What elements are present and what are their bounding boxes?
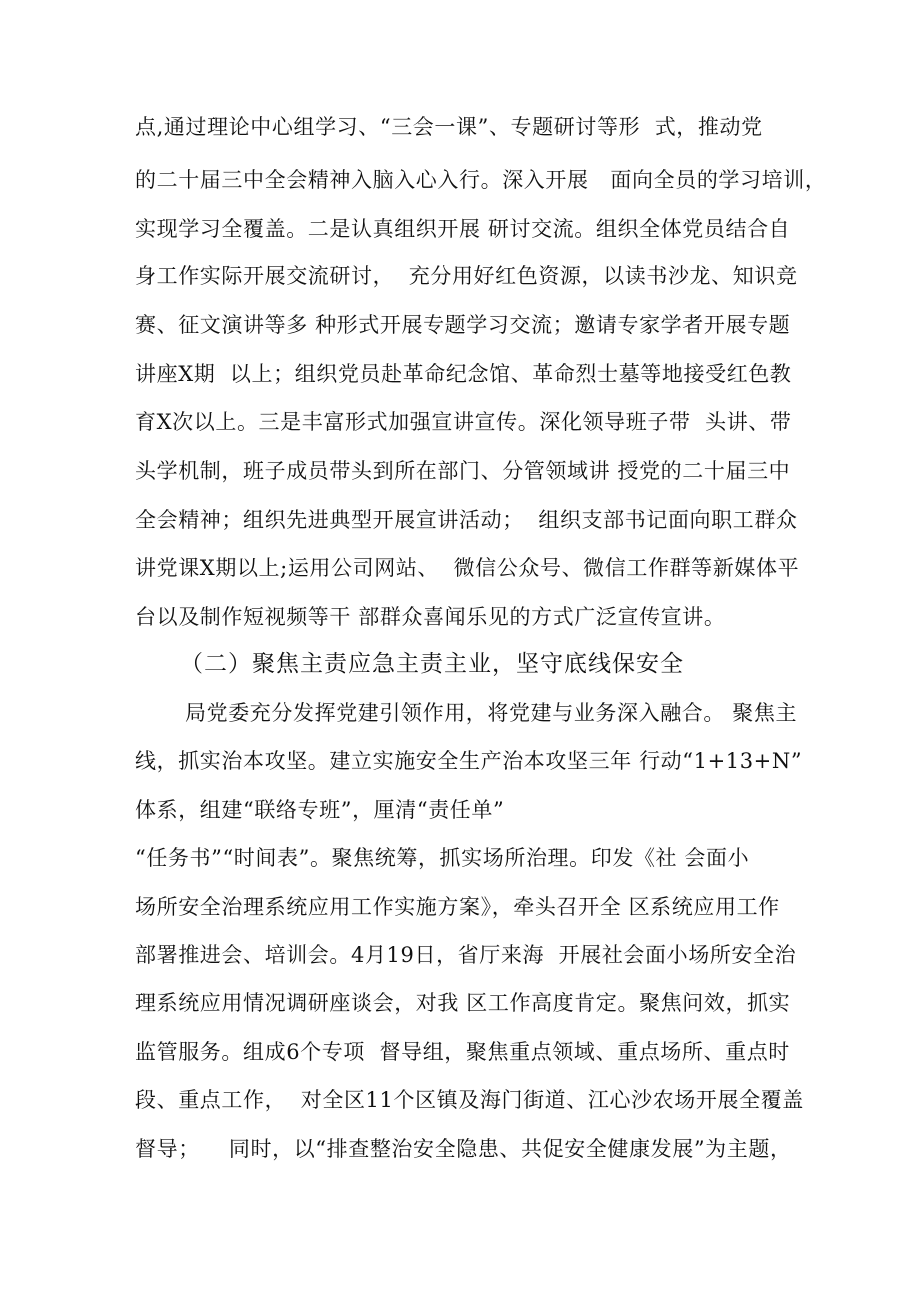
body-text-line: 线，抓实治本攻坚。建立实施安全生产治本攻坚三年 行动“1+13+N” [135, 749, 803, 773]
body-text-line: 点,通过理论中心组学习、“三会一课”、专题研讨等形 式，推动党 [135, 115, 763, 139]
body-text-line: 体系，组建“联络专班”，厘清“责任单” [135, 798, 505, 822]
body-text-line: 身工作实际开展交流研讨， 充分用好红色资源，以读书沙龙、知识竞 [135, 264, 798, 288]
body-text-line: 段、重点工作， 对全区11个区镇及海门街道、江心沙农场开展全覆盖 [135, 1088, 804, 1112]
body-text-line: 的二十届三中全会精神入脑入心入行。深入开展 面向全员的学习培训， [135, 168, 827, 192]
body-text-line: 理系统应用情况调研座谈会，对我 区工作高度肯定。聚焦问效，抓实 [135, 991, 791, 1015]
body-text-line: 全会精神；组织先进典型开展宣讲活动； 组织支部书记面向职工群众 [135, 508, 798, 532]
body-text-line: 头学机制，班子成员带头到所在部门、分管领域讲 授党的二十届三中 [135, 459, 791, 483]
body-text-line: 赛、征文演讲等多 种形式开展专题学习交流；邀请专家学者开展专题 [135, 313, 791, 337]
body-text-line: 实现学习全覆盖。二是认真组织开展 研讨交流。组织全体党员结合自 [135, 217, 791, 241]
body-text-line: 讲座X期 以上；组织党员赴革命纪念馆、革命烈士墓等地接受红色教 [135, 362, 792, 386]
body-text-line: 监管服务。组成6个专项 督导组，聚焦重点领域、重点场所、重点时 [135, 1040, 790, 1064]
body-text-line: 台以及制作短视频等干 部群众喜闻乐见的方式广泛宣传宣讲。 [135, 605, 726, 629]
body-text-line: 部署推进会、培训会。4月19日，省厅来海 开展社会面小场所安全治 [135, 943, 797, 967]
body-text-line: 场所安全治理系统应用工作实施方案》，牵头召开全 区系统应用工作 [135, 895, 780, 919]
body-text-line: “任务书”“时间表”。聚焦统筹，抓实场所治理。印发《社 会面小 [135, 846, 750, 870]
body-text-line: 督导； 同时，以“排查整治安全隐患、共促安全健康发展”为主题， [135, 1137, 792, 1161]
body-text-line: 局党委充分发挥党建引领作用，将党建与业务深入融合。 聚焦主 [185, 701, 798, 725]
body-text-line: 讲党课X期以上;运用公司网站、 微信公众号、微信工作群等新媒体平 [135, 556, 800, 580]
body-text-line: 育X次以上。三是丰富形式加强宣讲宣传。深化领导班子带 头讲、带 [135, 410, 792, 434]
section-heading: （二）聚焦主责应急主责主业，坚守底线保安全 [180, 651, 684, 677]
